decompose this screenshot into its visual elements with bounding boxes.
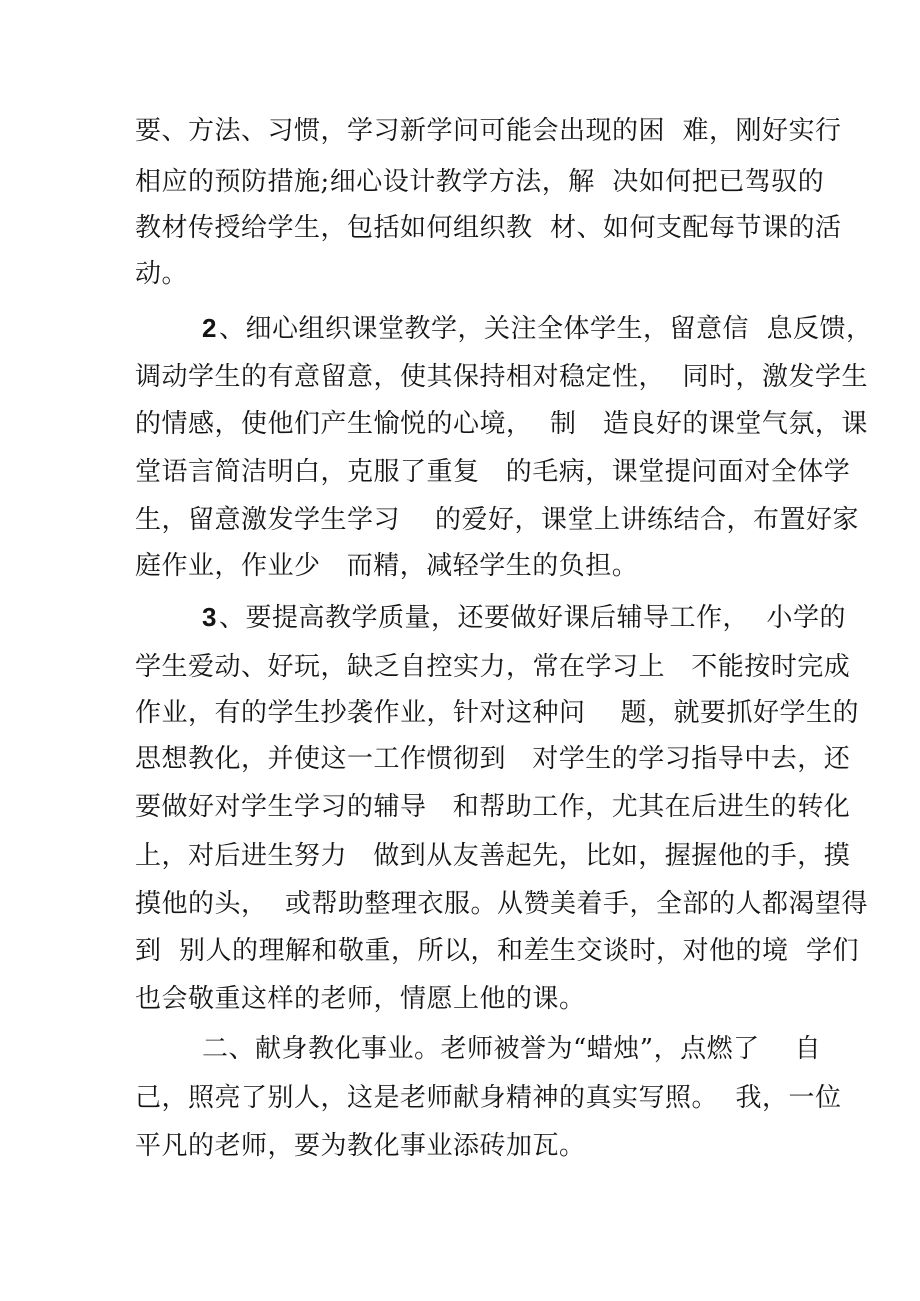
- paragraph-3-line-5: 要做好对学生学习的辅导 和帮助工作，尤其在后进生的转化: [135, 792, 851, 822]
- paragraph-1-line-1: 要、方法、习惯，学习新学问可能会出现的困 难，刚好实行: [135, 116, 842, 146]
- paragraph-2-line-3: 的情感，使他们产生愉悦的心境， 制 造良好的课堂气氛，课: [135, 409, 868, 439]
- paragraph-3-line-6: 上，对后进生努力 做到从友善起先，比如，握握他的手，摸: [135, 841, 851, 871]
- paragraph-3-line-4: 思想教化，并使这一工作惯彻到 对学生的学习指导中去，还: [135, 744, 851, 774]
- paragraph-1-line-3: 教材传授给学生，包括如何组织教 材、如何支配每节课的活: [135, 213, 842, 243]
- paragraph-2-line-2: 调动学生的有意留意，使其保持相对稳定性， 同时，激发学生: [135, 362, 869, 392]
- paragraph-4-line-3: 平凡的老师，要为教化事业添砖加瓦。: [135, 1131, 586, 1161]
- paragraph-2-line-1-text: 、细心组织课堂教学，关注全体学生，留意信 息反馈，: [218, 314, 873, 344]
- paragraph-2-number: 2: [202, 313, 217, 343]
- paragraph-2-line-4: 堂语言简洁明白，克服了重复 的毛病，课堂提问面对全体学: [135, 457, 851, 487]
- paragraph-3-line-8: 到 别人的理解和敬重，所以，和差生交谈时，对他的境 学们: [135, 936, 860, 966]
- paragraph-2-line-6: 庭作业，作业少 而精，减轻学生的负担。: [135, 551, 639, 581]
- paragraph-3-line-9: 也会敬重这样的老师，情愿上他的课。: [135, 984, 586, 1014]
- paragraph-2-line-1: [202, 313, 873, 343]
- paragraph-3-line-1: [202, 602, 846, 632]
- paragraph-3-line-1-text: 、要提高教学质量，还要做好课后辅导工作， 小学的: [218, 603, 846, 633]
- paragraph-4-line-1: 二、献身教化事业。老师被誉为“蜡烛”，点燃了 自: [202, 1034, 822, 1064]
- paragraph-2-line-5: 生，留意激发学生学习 的爱好，课堂上讲练结合，布置好家: [135, 505, 860, 535]
- paragraph-3-line-7: 摸他的头， 或帮助整理衣服。从赞美着手，全部的人都渴望得: [135, 889, 869, 919]
- paragraph-3-number: 3: [202, 602, 217, 632]
- paragraph-1-line-2: 相应的预防措施;细心设计教学方法，解 决如何把已驾驭的: [135, 167, 825, 197]
- paragraph-4-line-2: 己，照亮了别人，这是老师献身精神的真实写照。 我，一位: [135, 1083, 842, 1113]
- paragraph-1-line-4: 动。: [135, 259, 189, 289]
- paragraph-3-line-2: 学生爱动、好玩，缺乏自控实力，常在学习上 不能按时完成: [135, 652, 851, 682]
- paragraph-3-line-3: 作业，有的学生抄袭作业，针对这种问 题，就要抓好学生的: [135, 698, 860, 728]
